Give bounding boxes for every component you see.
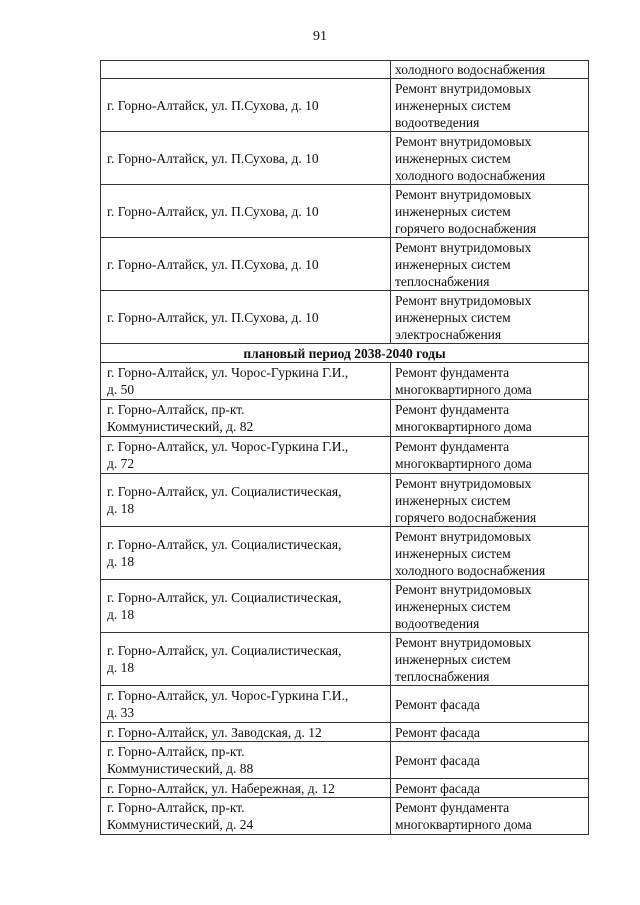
- work-type-cell: Ремонт внутридомовых инженерных систем холодного водоснабжения: [391, 132, 589, 185]
- address-cell: г. Горно-Алтайск, ул. Социалистическая, д. 18: [101, 580, 391, 633]
- work-type-cell: Ремонт внутридомовых инженерных систем водоотведения: [391, 580, 589, 633]
- address-cell: г. Горно-Алтайск, пр-кт. Коммунистический, д. 88: [101, 742, 391, 779]
- table-row: [101, 132, 589, 185]
- table-row: [101, 633, 589, 686]
- work-type-cell: Ремонт внутридомовых инженерных систем холодного водоснабжения: [391, 527, 589, 580]
- work-type-cell: холодного водоснабжения: [391, 61, 589, 79]
- address-cell: г. Горно-Алтайск, ул. П.Сухова, д. 10: [101, 132, 391, 185]
- address-cell: г. Горно-Алтайск, ул. Чорос-Гуркина Г.И., д. 72: [101, 437, 391, 474]
- table-row: [101, 474, 589, 527]
- table-row: [101, 61, 589, 79]
- address-cell: г. Горно-Алтайск, ул. Социалистическая, д. 18: [101, 527, 391, 580]
- works-table: [100, 60, 589, 835]
- table-row: [101, 238, 589, 291]
- table-row: [101, 580, 589, 633]
- page-number: 91: [313, 29, 327, 44]
- work-type-cell: Ремонт фундамента многоквартирного дома: [391, 437, 589, 474]
- address-cell: г. Горно-Алтайск, ул. Чорос-Гуркина Г.И., д. 50: [101, 363, 391, 400]
- work-type-cell: Ремонт фасада: [391, 686, 589, 723]
- address-cell: г. Горно-Алтайск, пр-кт. Коммунистический, д. 24: [101, 798, 391, 835]
- address-cell: г. Горно-Алтайск, ул. П.Сухова, д. 10: [101, 185, 391, 238]
- address-cell: г. Горно-Алтайск, ул. Социалистическая, д. 18: [101, 633, 391, 686]
- table-row: [101, 779, 589, 798]
- table-row: [101, 723, 589, 742]
- address-cell: г. Горно-Алтайск, ул. Социалистическая, д. 18: [101, 474, 391, 527]
- table-row: [101, 79, 589, 132]
- work-type-cell: Ремонт фундамента многоквартирного дома: [391, 400, 589, 437]
- table-row: [101, 686, 589, 723]
- address-cell: г. Горно-Алтайск, ул. П.Сухова, д. 10: [101, 79, 391, 132]
- address-cell: г. Горно-Алтайск, ул. П.Сухова, д. 10: [101, 291, 391, 344]
- work-type-cell: Ремонт фасада: [391, 779, 589, 798]
- work-type-cell: Ремонт фасада: [391, 723, 589, 742]
- work-type-cell: Ремонт фасада: [391, 742, 589, 779]
- work-type-cell: Ремонт внутридомовых инженерных систем горячего водоснабжения: [391, 474, 589, 527]
- work-type-cell: Ремонт внутридомовых инженерных систем водоотведения: [391, 79, 589, 132]
- work-type-cell: Ремонт фундамента многоквартирного дома: [391, 798, 589, 835]
- section-title: плановый период 2038-2040 годы: [101, 344, 589, 363]
- table-row: [101, 291, 589, 344]
- address-cell: г. Горно-Алтайск, ул. Набережная, д. 12: [101, 779, 391, 798]
- table-row: [101, 400, 589, 437]
- works-table-body: [101, 61, 589, 835]
- table-row: [101, 437, 589, 474]
- address-cell: [101, 61, 391, 79]
- address-cell: г. Горно-Алтайск, пр-кт. Коммунистический, д. 82: [101, 400, 391, 437]
- table-row: [101, 527, 589, 580]
- address-cell: г. Горно-Алтайск, ул. Заводская, д. 12: [101, 723, 391, 742]
- table-row: [101, 185, 589, 238]
- address-cell: г. Горно-Алтайск, ул. Чорос-Гуркина Г.И., д. 33: [101, 686, 391, 723]
- section-header-row: [101, 344, 589, 363]
- work-type-cell: Ремонт внутридомовых инженерных систем теплоснабжения: [391, 238, 589, 291]
- table-row: [101, 742, 589, 779]
- work-type-cell: Ремонт фундамента многоквартирного дома: [391, 363, 589, 400]
- work-type-cell: Ремонт внутридомовых инженерных систем электроснабжения: [391, 291, 589, 344]
- table-row: [101, 798, 589, 835]
- table-row: [101, 363, 589, 400]
- work-type-cell: Ремонт внутридомовых инженерных систем горячего водоснабжения: [391, 185, 589, 238]
- work-type-cell: Ремонт внутридомовых инженерных систем теплоснабжения: [391, 633, 589, 686]
- address-cell: г. Горно-Алтайск, ул. П.Сухова, д. 10: [101, 238, 391, 291]
